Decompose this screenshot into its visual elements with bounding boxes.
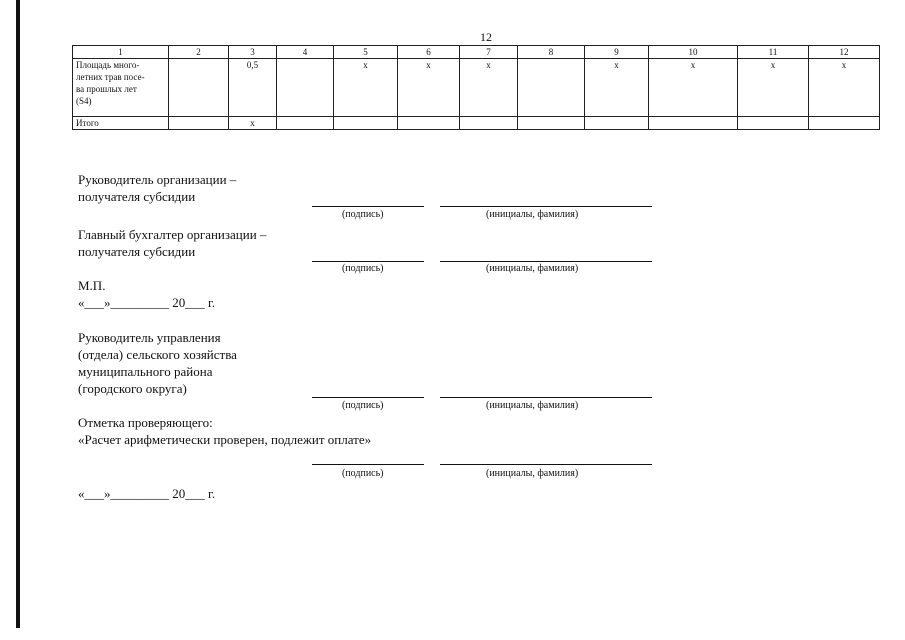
header-cell: 1	[73, 46, 169, 59]
table-cell: х	[334, 59, 398, 117]
checker-note-label: Отметка проверяющего:	[78, 415, 213, 430]
table-cell	[169, 117, 229, 130]
header-cell: 4	[277, 46, 334, 59]
name-caption: (инициалы, фамилия)	[486, 263, 579, 274]
table-header-row	[73, 46, 880, 59]
agri-head-title-cont: муниципального района	[78, 364, 213, 379]
signature-line	[312, 206, 424, 207]
row-label-line: Площадь много-	[76, 60, 140, 70]
date-line: «___»_________ 20___ г.	[78, 295, 216, 310]
row-label	[73, 59, 169, 117]
header-cell: 7	[460, 46, 518, 59]
header-cell: 10	[649, 46, 738, 59]
signature-caption: (подпись)	[342, 400, 384, 411]
table-cell	[277, 59, 334, 117]
table-row-perennial-grass	[73, 59, 880, 117]
table-cell: х	[460, 59, 518, 117]
signature-line	[312, 397, 424, 398]
name-line	[440, 206, 652, 207]
header-cell: 5	[334, 46, 398, 59]
calculation-table	[72, 45, 880, 130]
row-label-line: ва прошлых лет	[76, 84, 137, 94]
row-label-line: летних трав посе-	[76, 72, 145, 82]
table-cell	[334, 117, 398, 130]
page-number: 12	[480, 30, 492, 44]
row-label-line: (S4)	[76, 96, 92, 106]
table-cell	[738, 117, 809, 130]
scan-left-border	[16, 0, 20, 628]
header-cell: 2	[169, 46, 229, 59]
table-row-total	[73, 117, 880, 130]
table-cell: х	[809, 59, 880, 117]
agri-head-title-cont: (отдела) сельского хозяйства	[78, 347, 237, 362]
table-cell	[460, 117, 518, 130]
table-cell	[169, 59, 229, 117]
table-cell: 0,5	[229, 59, 277, 117]
name-caption: (инициалы, фамилия)	[486, 400, 579, 411]
name-caption: (инициалы, фамилия)	[486, 468, 579, 479]
header-cell: 11	[738, 46, 809, 59]
table-cell	[398, 117, 460, 130]
stamp-place-label: М.П.	[78, 278, 106, 293]
header-cell: 6	[398, 46, 460, 59]
head-org-title-cont: получателя субсидии	[78, 189, 196, 204]
agri-head-title: Руководитель управления	[78, 330, 221, 345]
name-caption: (инициалы, фамилия)	[486, 209, 579, 220]
head-org-title: Руководитель организации –	[78, 172, 237, 187]
row-label: Итого	[73, 117, 169, 130]
checker-note-text: «Расчет арифметически проверен, подлежит оплате»	[78, 432, 372, 447]
table-cell	[649, 117, 738, 130]
signature-line	[312, 261, 424, 262]
name-line	[440, 464, 652, 465]
header-cell: 8	[518, 46, 585, 59]
table-cell	[809, 117, 880, 130]
signature-line	[312, 464, 424, 465]
signature-caption: (подпись)	[342, 468, 384, 479]
table-cell: х	[738, 59, 809, 117]
table-cell	[518, 117, 585, 130]
table-cell: х	[398, 59, 460, 117]
header-cell: 12	[809, 46, 880, 59]
header-cell: 3	[229, 46, 277, 59]
name-line	[440, 397, 652, 398]
date-line-2: «___»_________ 20___ г.	[78, 486, 216, 501]
header-cell: 9	[585, 46, 649, 59]
table-cell: х	[229, 117, 277, 130]
table-cell: х	[649, 59, 738, 117]
signature-caption: (подпись)	[342, 209, 384, 220]
signature-caption: (подпись)	[342, 263, 384, 274]
chief-accountant-title: Главный бухгалтер организации –	[78, 227, 267, 242]
name-line	[440, 261, 652, 262]
table-cell	[277, 117, 334, 130]
chief-accountant-title-cont: получателя субсидии	[78, 244, 196, 259]
table-cell	[518, 59, 585, 117]
table-cell: х	[585, 59, 649, 117]
table-cell	[585, 117, 649, 130]
agri-head-title-cont: (городского округа)	[78, 381, 187, 396]
